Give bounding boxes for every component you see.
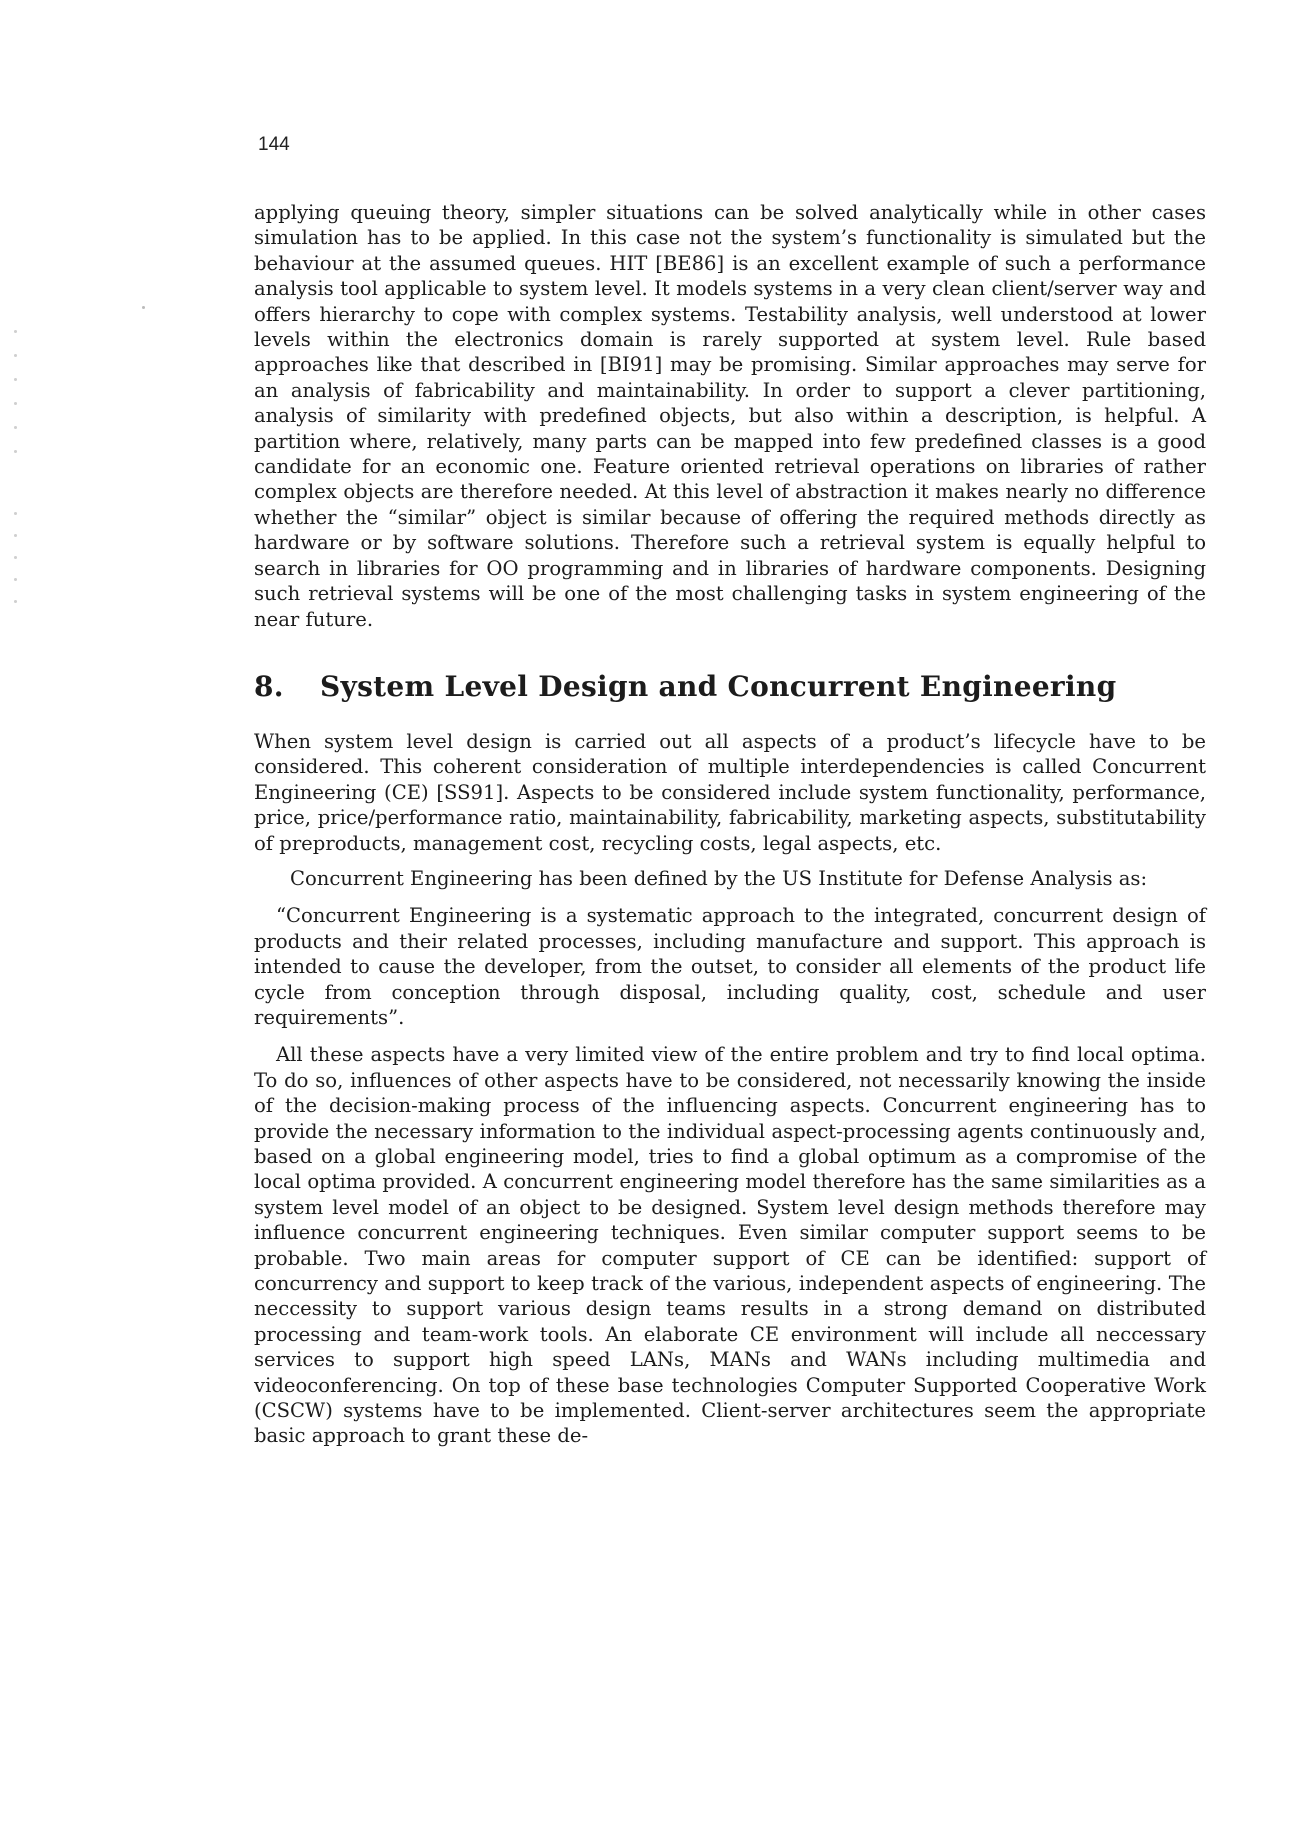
section-heading (254, 670, 1206, 703)
paragraph-aspects: All these aspects have a very limited view of the entire problem and try to find local optima. To do so, influences of other aspects have to be considered, not necessarily knowing the inside of the decision-making process of the influencing aspects. Concurrent engineering has to provide the necessary information to the individual aspect-processing agents continuously and, based on a global engineering model, tries to find a global optimum as a compromise of the local optima provided. A concurrent engineering model therefore has the same similarities as a system level model of an object to be designed. System level design methods therefore may influence concurrent engineering techniques. Even similar computer support seems to be probable. Two main areas for computer support of CE can be identified: support of concurrency and support to keep track of the various, independent aspects of engineering. The neccessity to support various design teams results in a strong demand on distributed processing and team-work tools. An elaborate CE environment will include all neccessary services to support high speed LANs, MANs and WANs including multimedia and videoconferencing. On top of these base technologies Computer Supported Cooperative Work (CSCW) systems have to be implemented. Client-server architectures seem the appropriate basic approach to grant these de- (254, 1043, 1206, 1448)
margin-dot (14, 330, 17, 333)
scan-speck (142, 306, 145, 309)
margin-dot (14, 402, 17, 405)
margin-dot (14, 354, 17, 357)
margin-dot (14, 512, 17, 515)
margin-marks-lower (12, 512, 20, 622)
margin-dot (14, 556, 17, 559)
margin-dot (14, 578, 17, 581)
paragraph-queuing-theory: applying queuing theory, simpler situations can be solved analytically while in other cases simulation has to be applied. In this case not the system’s functionality is simulated but the behaviour at the assumed queues. HIT [BE86] is an excellent example of such a performance analysis tool applicable to system level. It models systems in a very clean client/server way and offers hierarchy to cope with complex systems. Testability analysis, well understood at lower levels within the electronics domain is rarely supported at system level. Rule based approaches like that described in [BI91] may be promising. Similar approaches may serve for an analysis of fabricability and maintainability. In order to support a clever partitioning, analysis of similarity with predefined objects, but also within a description, is helpful. A partition where, relatively, many parts can be mapped into few predefined classes is a good candidate for an economic one. Feature oriented retrieval operations on libraries of rather complex objects are therefore needed. At this level of abstraction it makes nearly no difference whether the “similar” object is similar because of offering the required methods directly as hardware or by software solutions. Therefore such a retrieval system is equally helpful to search in libraries for OO programming and in libraries of hardware components. Designing such retrieval systems will be one of the most challenging tasks in system engineering of the near future. (254, 201, 1206, 631)
text-column (254, 200, 1206, 1449)
margin-dot (14, 378, 17, 381)
paragraph-ce-quote: “Concurrent Engineering is a systematic approach to the integrated, concurrent design of products and their related processes, including manufacture and support. This approach is intended to cause the developer, from the outset, to consider all elements of the product life cycle from conception through disposal, including quality, cost, schedule and user requirements”. (254, 904, 1206, 1029)
margin-dot (14, 426, 17, 429)
section-number: 8. (254, 669, 284, 703)
section-title: System Level Design and Concurrent Engineering (320, 669, 1117, 703)
margin-dot (14, 534, 17, 537)
margin-dot (14, 450, 17, 453)
page-number: 144 (258, 134, 290, 155)
margin-dot (14, 600, 17, 603)
paragraph-system-level-design: When system level design is carried out all aspects of a product’s lifecycle have to be considered. This coherent consideration of multiple interdependencies is called Concurrent Engineering (CE) [SS91]. Aspects to be considered include system functionality, performance, price, price/performance ratio, maintainability, fabricability, marketing aspects, substitutability of preproducts, management cost, recycling costs, legal aspects, etc. (254, 729, 1206, 855)
paragraph-ce-definition-intro: Concurrent Engineering has been defined by the US Institute for Defense Analysis as: (290, 866, 1148, 890)
